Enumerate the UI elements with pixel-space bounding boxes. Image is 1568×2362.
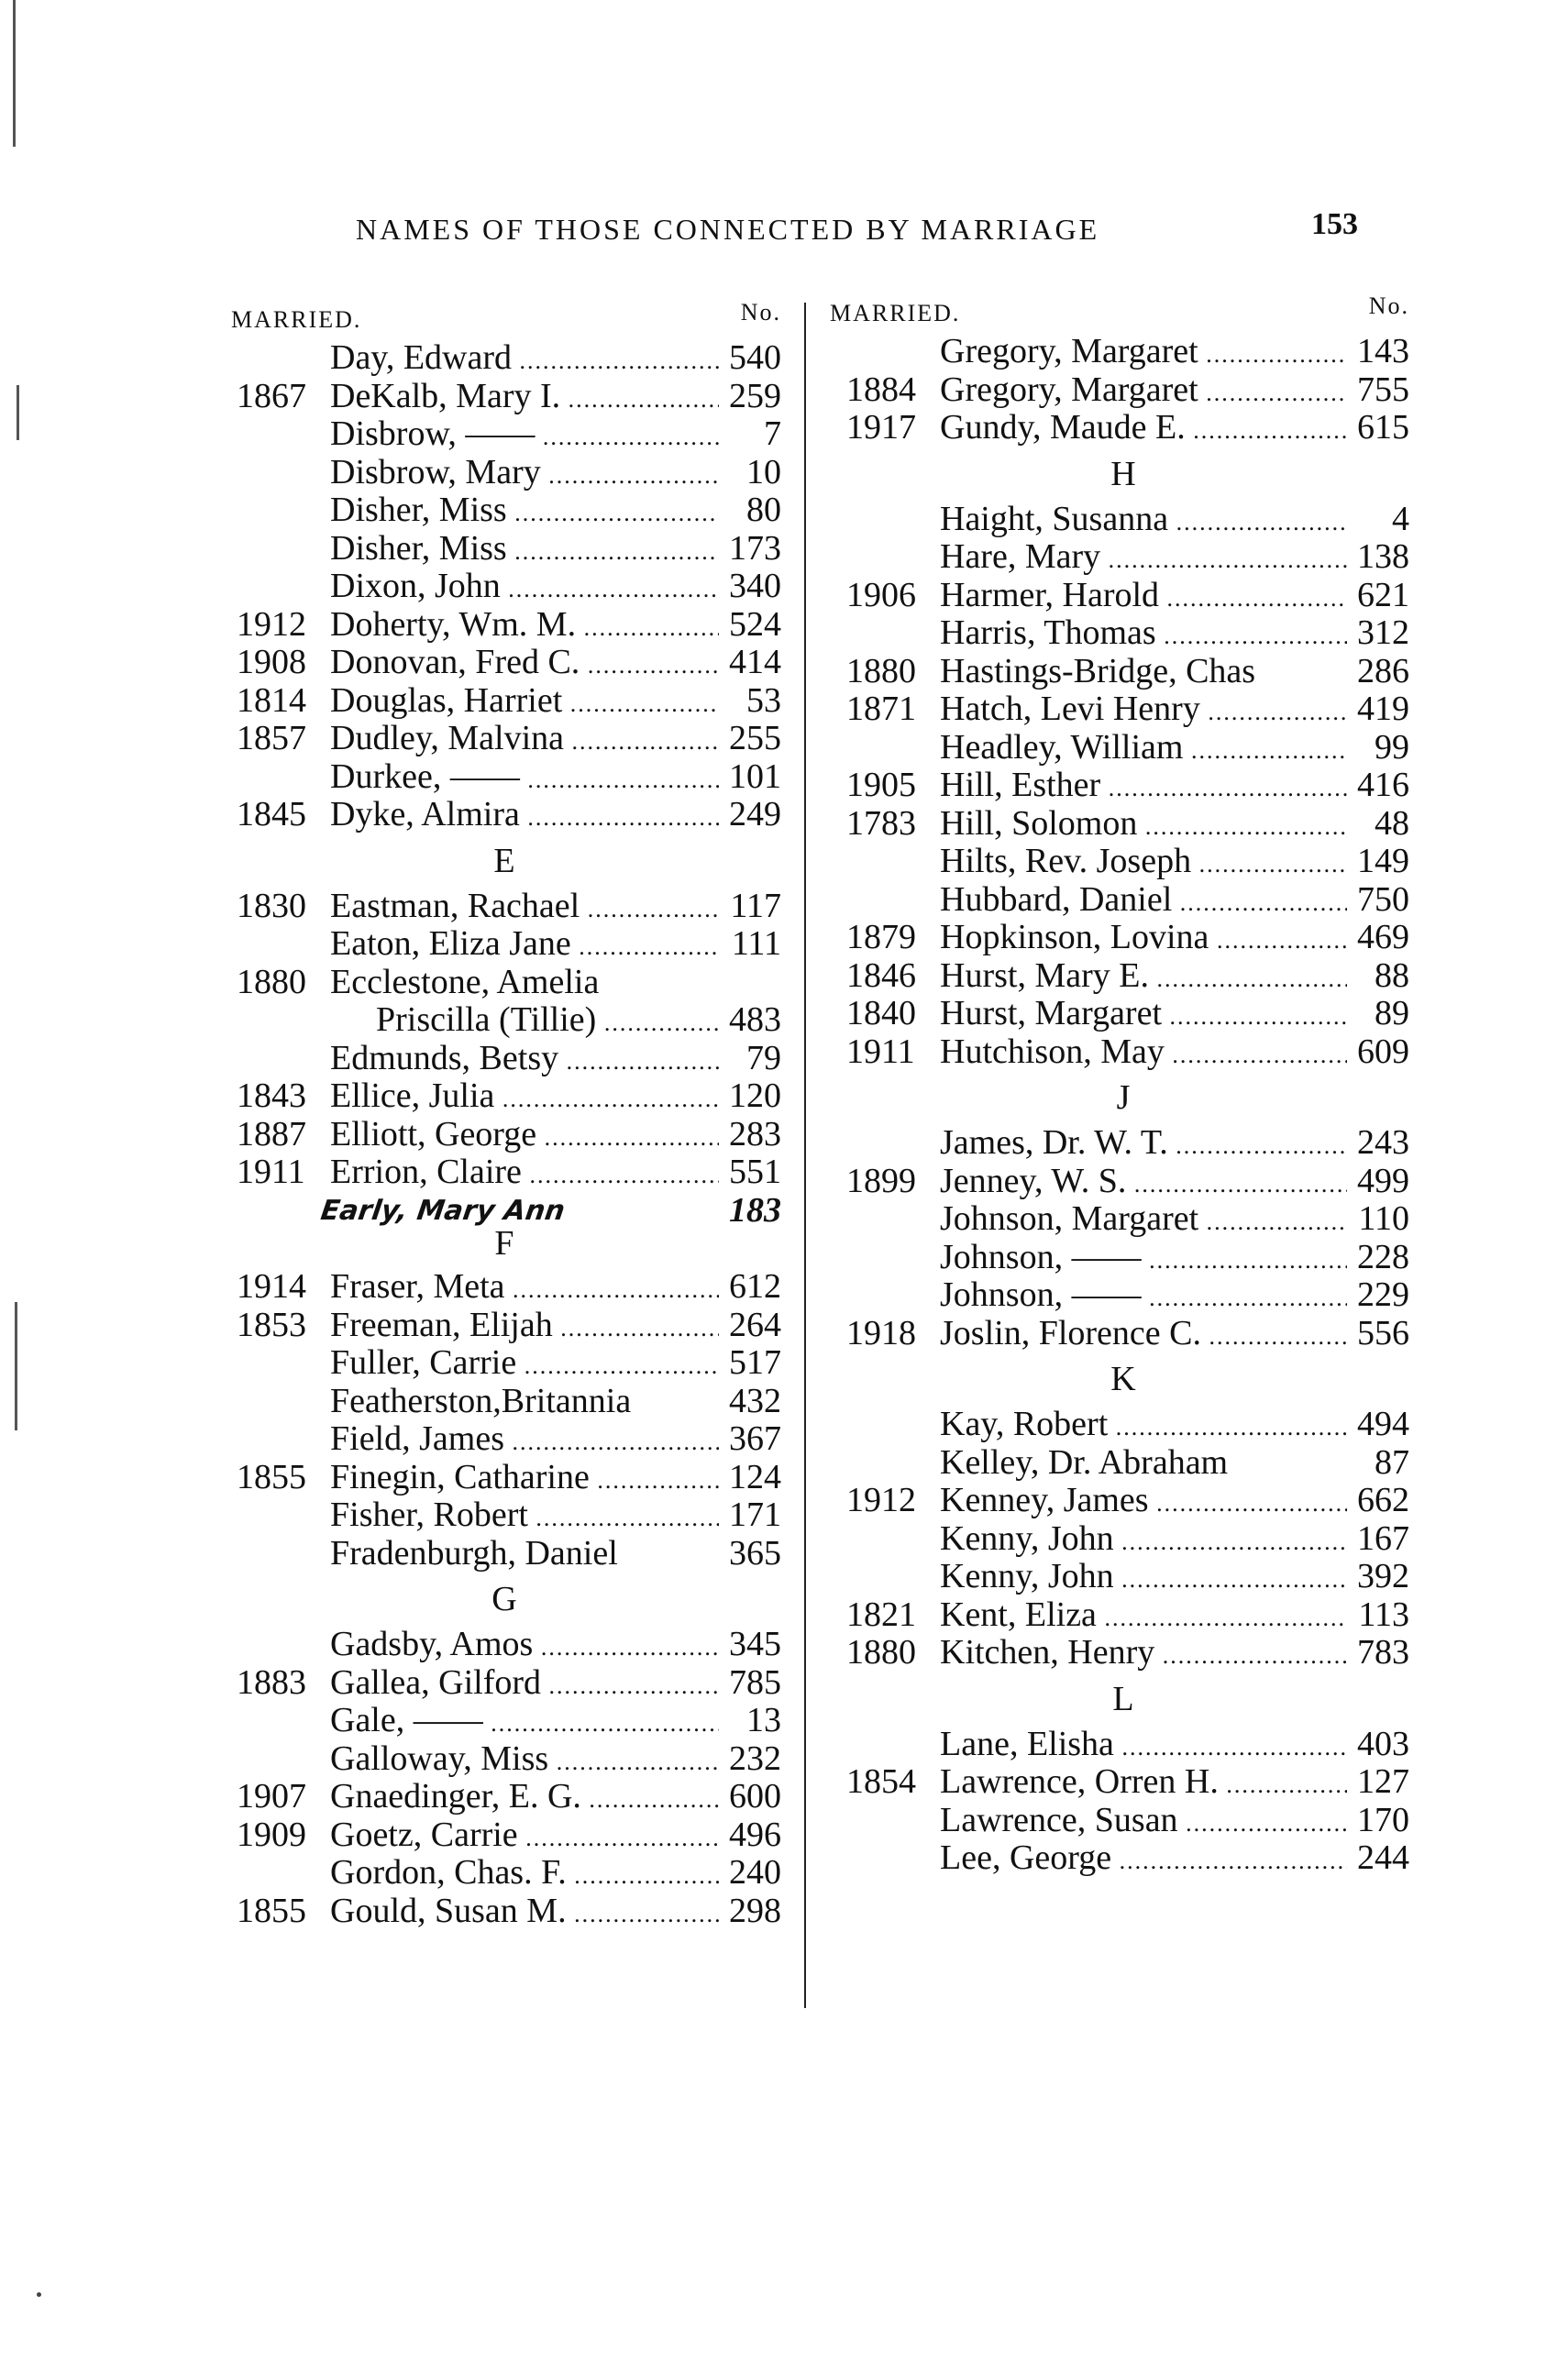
index-entry [220,1307,789,1345]
entry-name: Hatch, Levi Henry ..... [940,690,1347,732]
entry-year: 1854 [846,1762,916,1801]
entry-name: Lee, George ..... [940,1839,1347,1881]
entry-year: 1906 [846,575,916,614]
entry-name: Gallea, Gilford ..... [330,1664,719,1705]
entry-year: 1880 [237,962,306,1001]
column-divider [804,303,806,2008]
entry-number: 113 [1358,1595,1409,1634]
entry-name: Hopkinson, Lovina ..... [940,919,1347,960]
index-entry [220,644,789,682]
entry-name: Haight, Susanna ..... [940,501,1347,542]
left-column [220,298,789,1930]
entry-name: Kay, Robert ..... [940,1406,1347,1447]
entry-name: Hare, Mary ..... [940,538,1347,579]
entry-group-f [220,1268,789,1573]
entry-number: 170 [1357,1800,1409,1839]
section-letter-f: F [494,1224,514,1263]
entry-number: 785 [729,1662,781,1702]
entry-number: 249 [729,795,781,833]
entry-year: 1917 [846,408,916,447]
index-entry [830,1276,1417,1315]
running-head: NAMES OF THOSE CONNECTED BY MARRIAGE [356,213,1100,246]
entry-number: 173 [729,528,781,568]
index-entry [830,1558,1417,1596]
entry-year: 1855 [237,1457,306,1496]
entry-number: 143 [1357,332,1409,370]
married-label: MARRIED. [830,300,961,326]
index-entry [220,1816,789,1855]
entry-name: Kelley, Dr. Abraham [940,1443,1229,1482]
index-entry [220,1626,789,1664]
entry-group-k [830,1406,1417,1672]
index-entry [830,843,1417,881]
entry-name: Gregory, Margaret ..... [940,333,1347,374]
index-entry [220,530,789,568]
index-entry [220,1496,789,1535]
index-entry [830,538,1417,577]
entry-number: 469 [1357,918,1409,956]
entry-number: 244 [1357,1838,1409,1877]
entry-number: 755 [1357,370,1409,409]
index-entry [830,767,1417,805]
index-entry [220,720,789,758]
index-entry [220,1268,789,1307]
index-entry [830,1802,1417,1840]
entry-number: 662 [1357,1481,1409,1519]
index-entry [220,1702,789,1740]
scan-edge-mark [17,385,19,440]
entry-group-j [830,1124,1417,1352]
index-entry [830,690,1417,729]
entry-year: 1908 [237,643,306,681]
entry-number: 7 [764,414,781,453]
entry-name: Durkee, —— ..... [330,758,719,800]
entry-name: Hill, Solomon ..... [940,805,1347,846]
entry-number: 111 [731,924,781,963]
entry-name: Hill, Esther ..... [940,767,1347,808]
entry-number: 124 [729,1457,781,1496]
entry-number: 403 [1357,1724,1409,1763]
index-entry [830,1315,1417,1353]
entry-number: 259 [729,376,781,415]
index-entry [830,1839,1417,1878]
entry-number: 517 [729,1343,781,1382]
entry-number: 229 [1357,1275,1409,1314]
index-entry [830,1163,1417,1201]
entry-name: Jenney, W. S. ..... [940,1163,1347,1204]
entry-year: 1857 [237,719,306,757]
entry-number: 127 [1357,1762,1409,1801]
section-letter-j: J [1116,1078,1131,1117]
entry-number: 340 [729,567,781,605]
entry-number: 101 [729,756,781,796]
index-entry [220,415,789,454]
entry-name: Finegin, Catharine ..... [330,1459,719,1500]
entry-year: 1853 [237,1305,306,1344]
entry-number: 621 [1357,575,1409,614]
number-label: No. [1368,292,1409,319]
entry-number: 483 [729,1000,781,1039]
entry-number: 167 [1357,1518,1409,1558]
entry-number: 540 [729,338,781,377]
index-entry [220,454,789,492]
entry-number: 499 [1357,1161,1409,1200]
section-letter-k: K [1110,1360,1136,1398]
section-letter-l: L [1112,1679,1134,1718]
index-entry [220,888,789,926]
index-entry [220,1740,789,1779]
entry-group-g2 [830,333,1417,447]
entry-number: 88 [1375,955,1409,995]
index-entry [220,925,789,964]
entry-name: Hubbard, Daniel ..... [940,881,1347,922]
index-entry [830,1239,1417,1277]
entry-number: 99 [1375,727,1409,767]
entry-number: 432 [729,1381,781,1420]
index-entry [220,339,789,378]
index-entry [830,1444,1417,1483]
entry-name: Johnson, —— ..... [940,1276,1347,1318]
index-entry [830,881,1417,920]
entry-year: 1845 [237,795,306,833]
entry-number: 228 [1357,1237,1409,1276]
entry-name: Disbrow, —— ..... [330,415,719,457]
entry-number: 367 [729,1419,781,1458]
index-entry [220,1040,789,1078]
index-entry [220,1459,789,1497]
entry-number: 392 [1357,1557,1409,1595]
entry-number: 232 [729,1738,781,1778]
section-letter-e: E [493,841,515,880]
entry-year: 1880 [846,651,916,690]
index-entry [220,606,789,645]
entry-year: 1911 [846,1032,915,1071]
index-entry [830,1596,1417,1635]
handwritten-number: 183 [729,1190,781,1230]
entry-year: 1912 [846,1481,916,1519]
entry-number: 48 [1375,803,1409,843]
entry-number: 110 [1358,1199,1409,1238]
index-entry [830,614,1417,653]
entry-number: 138 [1357,537,1409,576]
entry-number: 416 [1357,766,1409,804]
index-entry [830,1200,1417,1239]
entry-year: 1899 [846,1161,916,1200]
entry-number: 750 [1357,879,1409,919]
section-letter-g: G [491,1580,517,1618]
index-entry [830,653,1417,691]
column-header [220,298,789,339]
entry-name: Gale, —— ..... [330,1702,719,1743]
entry-group-d [220,339,789,834]
entry-year: 1887 [237,1114,306,1153]
entry-year: 1830 [237,886,306,925]
index-entry [830,1763,1417,1802]
index-entry [220,682,789,721]
index-entry [220,1535,789,1573]
entry-year: 1907 [237,1777,306,1816]
entry-name: Eaton, Eliza Jane ..... [330,925,719,966]
entry-number: 556 [1357,1313,1409,1352]
entry-year: 1867 [237,376,306,415]
entry-name: Kitchen, Henry ..... [940,1634,1347,1675]
entry-name: Johnson, —— ..... [940,1239,1347,1280]
entry-name: Dixon, John ..... [330,568,719,609]
column-header [830,292,1417,333]
index-entry [220,1001,789,1040]
entry-year: 1912 [237,604,306,644]
index-entry [830,995,1417,1033]
entry-name: Hastings-Bridge, Chas [940,652,1256,690]
entry-name: Kenny, John ..... [940,1558,1347,1599]
entry-number: 171 [729,1496,781,1534]
entry-name: Fisher, Robert ..... [330,1496,719,1538]
entry-number: 89 [1375,994,1409,1032]
entry-number: 551 [729,1153,781,1191]
entry-name: Edmunds, Betsy ..... [330,1040,719,1081]
entry-number: 264 [729,1305,781,1344]
entry-name: Lawrence, Susan ..... [940,1802,1347,1843]
index-entry [220,1077,789,1116]
index-entry [830,1033,1417,1072]
entry-name: Freeman, Elijah ..... [330,1307,719,1348]
entry-name: DeKalb, Mary I. ..... [330,378,719,419]
entry-name: Disher, Miss ..... [330,530,719,571]
entry-name: Fraser, Meta ..... [330,1268,719,1309]
entry-name: Lane, Elisha ..... [940,1726,1347,1767]
entry-year: 1905 [846,766,916,804]
entry-number: 79 [746,1038,781,1077]
index-entry [220,1116,789,1154]
scan-edge-mark [15,1302,17,1430]
entry-group-l [830,1726,1417,1878]
entry-name: Disbrow, Mary ..... [330,454,719,495]
index-entry [830,1726,1417,1764]
entry-name: Harmer, Harold ..... [940,577,1347,618]
index-entry [830,333,1417,371]
index-entry [220,1664,789,1703]
entry-name: Disher, Miss ..... [330,491,719,533]
entry-number: 120 [729,1076,781,1115]
entry-name: Kent, Eliza ..... [940,1596,1347,1638]
index-entry [220,1854,789,1893]
entry-name: Johnson, Margaret ..... [940,1200,1347,1242]
entry-number: 53 [746,680,781,720]
number-label: No. [740,299,781,326]
entry-name: Fradenburgh, Daniel [330,1534,618,1573]
index-entry [830,1406,1417,1444]
scan-speck [37,2292,41,2297]
entry-name: Kenny, John ..... [940,1520,1347,1562]
entry-name: Goetz, Carrie ..... [330,1816,719,1858]
page-number: 153 [1311,207,1358,241]
entry-year: 1855 [237,1891,306,1930]
entry-number: 4 [1392,499,1409,538]
index-entry [220,1344,789,1383]
index-entry [220,1420,789,1459]
entry-name: Galloway, Miss ..... [330,1740,719,1782]
entry-year: 1840 [846,994,916,1032]
entry-name: Ecclestone, Amelia [330,963,600,1001]
entry-number: 419 [1357,690,1409,728]
entry-name: Field, James ..... [330,1420,719,1462]
index-entry [220,491,789,530]
entry-year: 1879 [846,918,916,956]
index-entry [220,1893,789,1931]
entry-name: Dudley, Malvina ..... [330,720,719,761]
index-entry [830,919,1417,957]
index-entry [220,796,789,834]
entry-group-h [830,501,1417,1072]
entry-number: 615 [1357,408,1409,447]
index-entry [830,577,1417,615]
entry-name: Hilts, Rev. Joseph ..... [940,843,1347,884]
entry-year: 1884 [846,370,916,409]
entry-number: 298 [729,1891,781,1930]
entry-name: Eastman, Rachael ..... [330,888,719,929]
index-entry [220,1778,789,1816]
index-entry [830,1520,1417,1559]
index-entry [220,964,789,1002]
entry-name: Joslin, Florence C. ..... [940,1315,1347,1356]
index-entry [830,1124,1417,1163]
entry-number: 524 [729,604,781,644]
entry-name: Douglas, Harriet ..... [330,682,719,723]
index-entry [830,1634,1417,1672]
entry-number: 240 [729,1853,781,1892]
entry-group-g [220,1626,789,1930]
entry-name: Errion, Claire ..... [330,1153,719,1195]
entry-year: 1909 [237,1815,306,1854]
entry-name: Ellice, Julia ..... [330,1077,719,1119]
entry-number: 345 [729,1625,781,1663]
entry-year: 1911 [237,1153,305,1191]
entry-number: 149 [1357,842,1409,880]
entry-number: 600 [729,1777,781,1816]
entry-year: 1814 [237,680,306,720]
index-entry [220,1153,789,1192]
index-entry [220,378,789,416]
entry-name: Gadsby, Amos ..... [330,1626,719,1667]
scan-edge-mark [13,0,16,147]
entry-number: 80 [746,491,781,529]
entry-year: 1880 [846,1633,916,1672]
index-entry [830,1482,1417,1520]
handwritten-name: Early, Mary Ann [318,1194,568,1227]
entry-number: 13 [746,1701,781,1739]
entry-name: Elliott, George ..... [330,1116,719,1157]
married-label: MARRIED. [231,306,362,333]
entry-name: Gregory, Margaret ..... [940,371,1347,413]
entry-number: 612 [729,1267,781,1306]
entry-number: 243 [1357,1123,1409,1162]
entry-number: 414 [729,643,781,681]
entry-number: 312 [1357,613,1409,652]
entry-group-e [220,888,789,1192]
entry-name: Doherty, Wm. M. ..... [330,606,719,647]
entry-name: Gordon, Chas. F. ..... [330,1854,719,1895]
entry-name: Hurst, Mary E. ..... [940,957,1347,999]
entry-name: Hurst, Margaret ..... [940,995,1347,1036]
entry-name: Gould, Susan M. ..... [330,1893,719,1934]
entry-number: 87 [1375,1442,1409,1482]
entry-name: Hutchison, May ..... [940,1033,1347,1075]
index-entry [220,1383,789,1421]
entry-name: Headley, William ..... [940,729,1347,770]
index-entry [830,805,1417,844]
index-entry [830,729,1417,767]
entry-name: Featherston,Britannia [330,1382,632,1420]
entry-number: 609 [1357,1032,1409,1071]
index-entry [220,758,789,797]
section-letter-h: H [1110,454,1136,493]
entry-year: 1843 [237,1076,306,1115]
entry-year: 1883 [237,1662,306,1702]
entry-number: 494 [1357,1405,1409,1443]
entry-year: 1821 [846,1595,916,1634]
entry-name: James, Dr. W. T. ..... [940,1124,1347,1165]
entry-number: 255 [729,719,781,757]
entry-name: Lawrence, Orren H. ..... [940,1763,1347,1805]
entry-name: Donovan, Fred C. ..... [330,644,719,685]
entry-number: 10 [746,452,781,491]
entry-name: Day, Edward ..... [330,339,719,381]
entry-year: 1846 [846,955,916,995]
index-entry [830,957,1417,996]
entry-name: Fuller, Carrie ..... [330,1344,719,1385]
right-column [830,292,1417,1878]
entry-number: 496 [729,1815,781,1854]
entry-name: Kenney, James ..... [940,1482,1347,1523]
entry-name: Gundy, Maude E. ..... [940,409,1347,450]
entry-year: 1914 [237,1267,306,1306]
entry-number: 365 [729,1533,781,1573]
entry-year: 1918 [846,1313,916,1352]
entry-name: Harris, Thomas ..... [940,614,1347,656]
entry-year: 1871 [846,690,916,728]
entry-number: 117 [730,886,781,925]
index-entry [830,409,1417,447]
entry-name: Gnaedinger, E. G. ..... [330,1778,719,1819]
entry-year: 1783 [846,803,916,843]
index-entry [830,501,1417,539]
entry-number: 783 [1357,1633,1409,1672]
index-entry [830,371,1417,410]
entry-number: 283 [729,1114,781,1153]
index-entry [220,568,789,606]
entry-number: 286 [1357,651,1409,690]
handwritten-entry [220,1192,789,1231]
entry-name: Dyke, Almira ..... [330,796,719,837]
entry-name: Priscilla (Tillie) ..... [376,1001,719,1043]
